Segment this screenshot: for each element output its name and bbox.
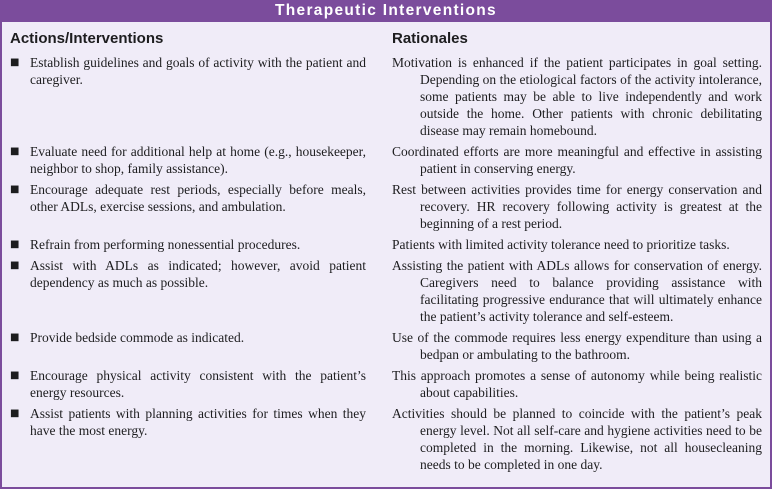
action-item [10,181,366,232]
rationale-item: Rest between activities provides time for energy conservation and recovery. HR recovery following activity is greatest at the beginning of a rest period. [392,182,762,231]
action-text: Refrain from performing nonessential procedures. [30,237,301,252]
column-headers [10,22,762,54]
bullet-square-icon: ■ [10,332,20,343]
bullet-square-icon: ■ [10,370,20,381]
action-item [10,54,366,139]
table-title: Therapeutic Interventions [275,2,497,19]
rationale-item: Use of the commode requires less energy expenditure than using a bedpan or ambulating to the bathroom. [392,330,762,362]
table-body [2,22,770,473]
table-title-bar [0,0,772,22]
rationale-item: This approach promotes a sense of autonomy while being realistic about capabilities. [392,368,762,400]
action-item [10,236,366,253]
action-item [10,143,366,177]
action-item [10,405,366,473]
column-header-actions: Actions/Interventions [10,30,164,47]
bullet-square-icon: ■ [10,184,20,195]
action-item [10,257,366,325]
rationale-item: Coordinated efforts are more meaningful and effective in assisting patient in conserving energy. [392,144,762,176]
action-item [10,367,366,401]
bullet-square-icon: ■ [10,146,20,157]
bullet-square-icon: ■ [10,260,20,271]
action-text: Provide bedside commode as indicated. [30,330,245,345]
rows-grid [10,54,762,473]
bullet-square-icon: ■ [10,408,20,419]
rationale-item: Assisting the patient with ADLs allows for conservation of energy. Caregivers need to balance providing assistance with facilitating progressive endurance that will ultimately enhance the patient’s activity tolerance and self-esteem. [392,258,762,324]
rationale-item: Patients with limited activity tolerance need to prioritize tasks. [392,237,730,252]
bullet-square-icon: ■ [10,239,20,250]
action-text: Assist patients with planning activities for times when they have the most energy. [30,406,366,438]
action-text: Encourage adequate rest periods, especially before meals, other ADLs, exercise sessions, and ambulation. [30,182,366,214]
bullet-square-icon: ■ [10,57,20,68]
rationale-item: Motivation is enhanced if the patient participates in goal setting. Depending on the etiological factors of the activity intolerance, some patients may be able to live independently and work outside the home. Other patients with chronic debilitating disease may remain homebound. [392,55,762,138]
rationale-item: Activities should be planned to coincide with the patient’s peak energy level. Not all self-care and hygiene activities need to be completed in the morning. Likewise, not all housecleaning needs to be completed in one day. [392,406,762,472]
action-text: Evaluate need for additional help at home (e.g., housekeeper, neighbor to shop, family assistance). [30,144,366,176]
action-text: Encourage physical activity consistent with the patient’s energy resources. [30,368,366,400]
column-header-rationales: Rationales [392,30,468,47]
action-text: Establish guidelines and goals of activity with the patient and caregiver. [30,55,366,87]
action-text: Assist with ADLs as indicated; however, avoid patient dependency as much as possible. [30,258,366,290]
action-item [10,329,366,363]
